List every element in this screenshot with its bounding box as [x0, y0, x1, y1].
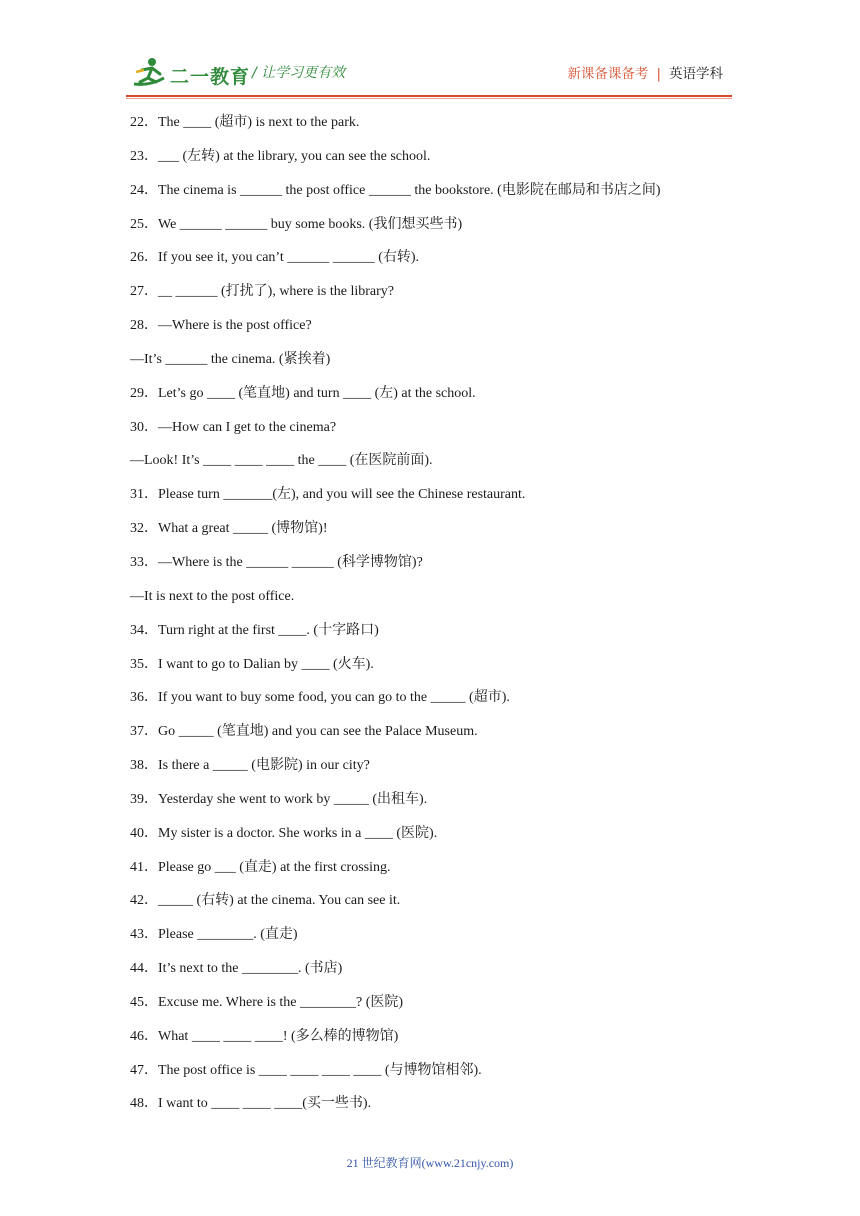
exercise-line: 23．___ (左转) at the library, you can see the school. [130, 148, 431, 164]
exercise-line: 34．Turn right at the first ____. (十字路口) [130, 622, 379, 638]
exercise-line: 46．What ____ ____ ____! (多么棒的博物馆) [130, 1028, 399, 1044]
exercise-line: 48．I want to ____ ____ ____(买一些书). [130, 1096, 372, 1112]
exercise-line: 30．—How can I get to the cinema? [130, 419, 337, 435]
exercise-line: 28．—Where is the post office? [130, 318, 312, 334]
header-rule-thin [126, 98, 732, 99]
page-footer: 21 世纪教育网(www.21cnjy.com) [346, 1156, 514, 1170]
exercise-line: 44．It’s next to the ________. (书店) [130, 961, 343, 977]
exercise-line: 43．Please ________. (直走) [130, 927, 298, 943]
slogan: / 让学习更有效 [252, 65, 346, 81]
exercise-line: 26．If you see it, you can’t ______ ______ (右转). [130, 250, 420, 266]
header-separator: | [656, 66, 661, 82]
exercise-line: 31．Please turn _______(左), and you will see the Chinese restaurant. [130, 487, 526, 503]
page-header [0, 0, 860, 100]
exercise-line: 22．The ____ (超市) is next to the park. [130, 115, 360, 130]
exercise-line: 32．What a great _____ (博物馆)! [130, 521, 328, 537]
header-subject: 英语学科 [669, 66, 723, 82]
exercise-line: —Look! It’s ____ ____ ____ the ____ (在医院前面). [130, 453, 433, 469]
logo-text: 二一教育 [170, 66, 251, 88]
exercise-line: 39．Yesterday she went to work by _____ (出租车). [130, 791, 428, 807]
exercise-line: —It’s ______ the cinema. (紧挨着) [130, 351, 331, 367]
exercise-line: —It is next to the post office. [130, 588, 295, 604]
header-right [567, 62, 723, 82]
exercise-list [130, 113, 740, 1128]
exercise-line: 29．Let’s go ____ (笔直地) and turn ____ (左) at the school. [130, 385, 476, 401]
exercise-line: 35．I want to go to Dalian by ____ (火车). [130, 656, 374, 672]
exercise-line: 25．We ______ ______ buy some books. (我们想买些书) [130, 216, 463, 232]
header-rule [126, 95, 732, 97]
exercise-line: 33．—Where is the ______ ______ (科学博物馆)? [130, 554, 423, 570]
exercise-line: 27．__ ______ (打扰了), where is the library? [130, 284, 394, 300]
exercise-line: 45．Excuse me. Where is the ________? (医院) [130, 994, 404, 1010]
exercise-line: 37．Go _____ (笔直地) and you can see the Palace Museum. [130, 724, 478, 740]
exercise-line: 40．My sister is a doctor. She works in a ____ (医院). [130, 825, 438, 841]
exercise-line: 38．Is there a _____ (电影院) in our city? [130, 758, 370, 774]
exercise-line: 47．The post office is ____ ____ ____ ____ (与博物馆相邻). [130, 1062, 482, 1078]
exercise-line: 24．The cinema is ______ the post office ______ the bookstore. (电影院在邮局和书店之间) [130, 182, 661, 198]
exercise-line: 41．Please go ___ (直走) at the first crossing. [130, 859, 391, 875]
exercise-line: 36．If you want to buy some food, you can go to the _____ (超市). [130, 690, 510, 706]
header-course-label: 新课备课备考 [567, 66, 649, 82]
exercise-line: 42．_____ (右转) at the cinema. You can see it. [130, 893, 401, 909]
